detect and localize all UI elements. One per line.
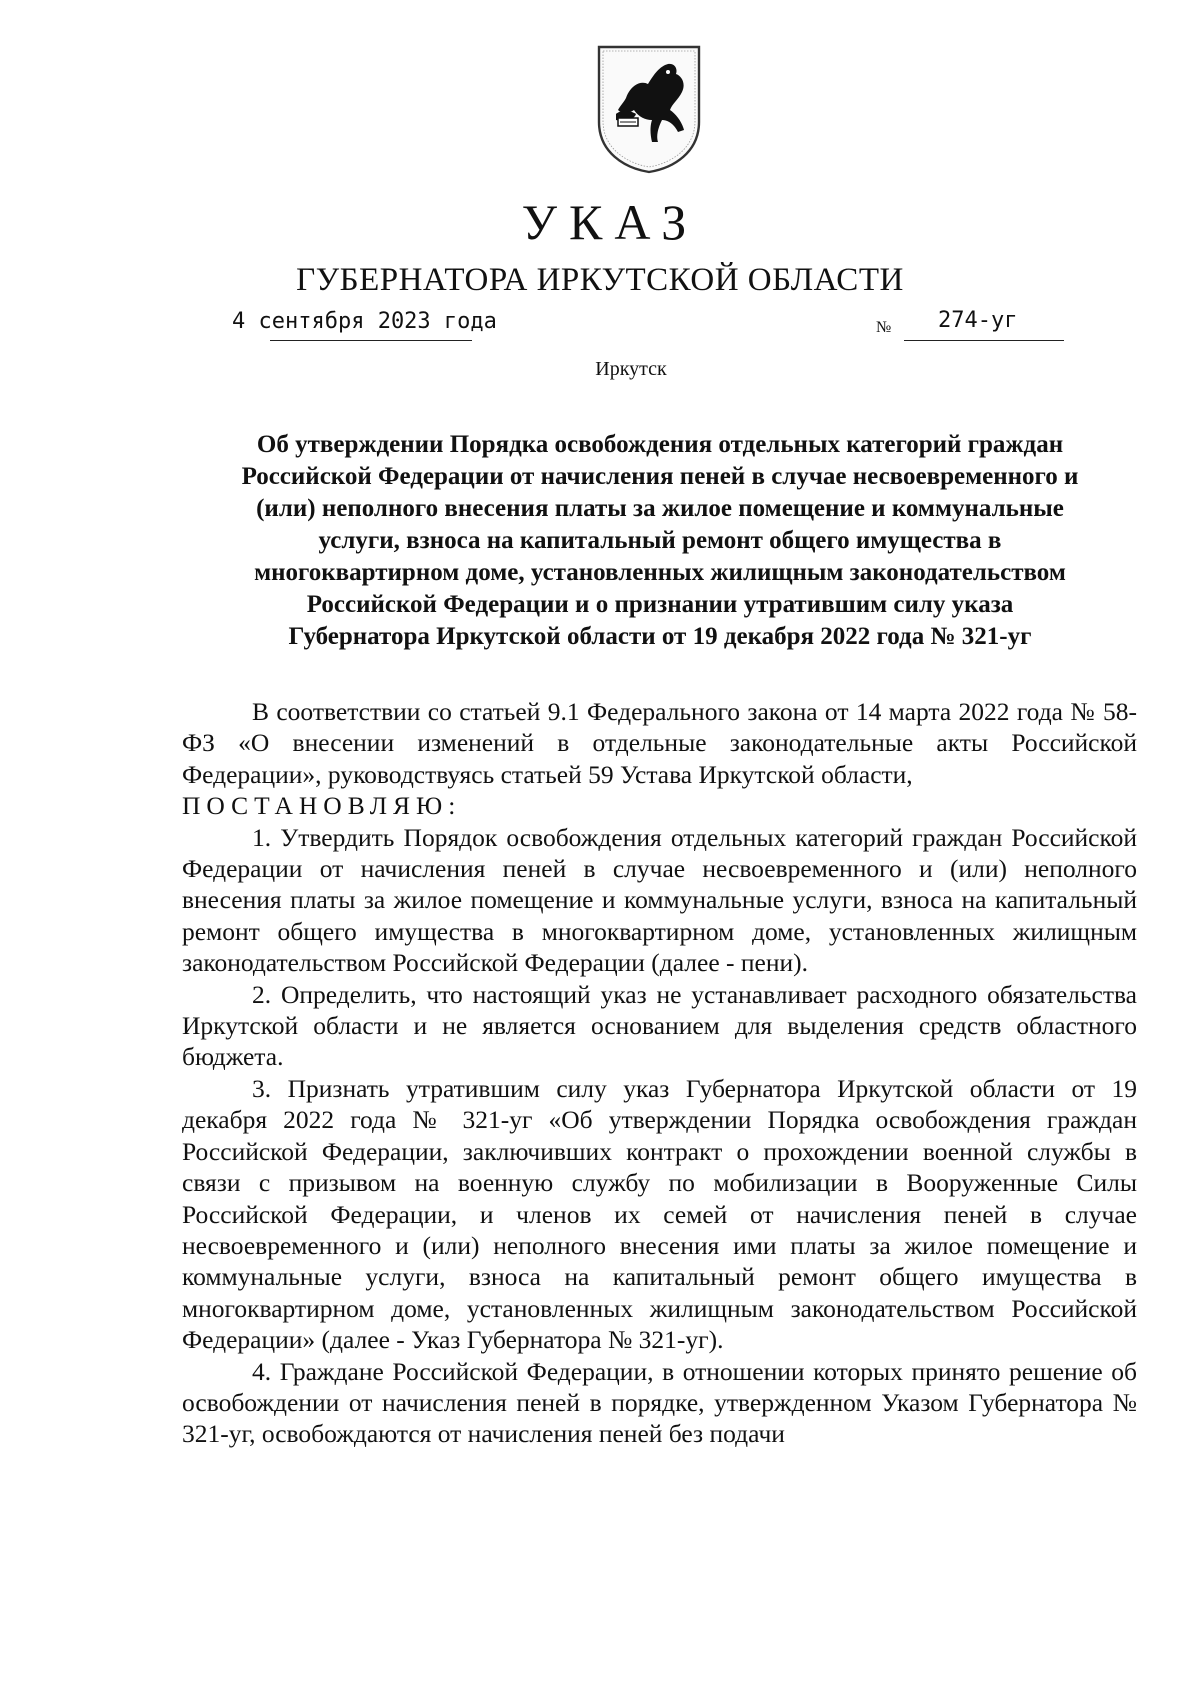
decree-item-2: 2. Определить, что настоящий указ не устанавливает расходного обязательства Иркутской области и не является основанием для выделения средств областного бюджета. [182, 979, 1137, 1072]
irkutsk-coat-of-arms-icon [596, 44, 702, 174]
decree-body [182, 696, 1137, 1450]
decree-number: 274-уг [938, 308, 1018, 333]
issuer-subtitle: ГУБЕРНАТОРА ИРКУТСКОЙ ОБЛАСТИ [296, 262, 904, 298]
document-title-line: Губернатора Иркутской области от 19 декабря 2022 года № 321-уг [288, 623, 1032, 650]
preamble-paragraph: В соответствии со статьей 9.1 Федерального закона от 14 марта 2022 года № 58-ФЗ «О внесении изменений в отдельные законодательные акты Российской Федерации», руководствуясь статьей 59 Устава Иркутской области, [182, 697, 1137, 789]
document-title-line: Российской Федерации от начисления пеней в случае несвоевременного и [241, 463, 1079, 490]
decree-word: ПОСТАНОВЛЯЮ: [182, 791, 462, 821]
number-sign: № [876, 319, 892, 336]
document-title [180, 429, 1140, 653]
number-underline [904, 340, 1064, 341]
document-title-line: Российской Федерации и о признании утратившим силу указа [306, 591, 1014, 618]
decree-date: 4 сентября 2023 года [232, 309, 497, 334]
decree-type-title: УКАЗ [521, 194, 699, 250]
date-underline [270, 340, 472, 341]
decree-item-3: 3. Признать утратившим силу указ Губернатора Иркутской области от 19 декабря 2022 года № 321-уг «Об утверждении Порядка освобождения граждан Российской Федерации, заключивших контракт о прохождении военной службы в связи с призывом на военную службу по мобилизации в Вооруженные Силы Российской Федерации, и членов их семей от начисления пеней в случае несвоевременного и (или) неполного внесения ими платы за жилое помещение и коммунальные услуги, взноса на капитальный ремонт общего имущества в многоквартирном доме, установленных жилищным законодательством Российской Федерации» (далее - Указ Губернатора № 321-уг). [182, 1073, 1137, 1355]
city-name: Иркутск [595, 358, 667, 380]
decree-item-1: 1. Утвердить Порядок освобождения отдельных категорий граждан Российской Федерации от начисления пеней в случае несвоевременного и (или) неполного внесения платы за жилое помещение и коммунальные услуги, взноса на капитальный ремонт общего имущества в многоквартирном доме, установленных жилищным законодательством Российской Федерации (далее - пени). [182, 822, 1137, 978]
document-title-line: (или) неполного внесения платы за жилое помещение и коммунальные [256, 495, 1064, 522]
document-title-line: услуги, взноса на капитальный ремонт общего имущества в [318, 527, 1002, 554]
decree-item-4: 4. Граждане Российской Федерации, в отношении которых принято решение об освобождении от начисления пеней в порядке, утвержденном Указом Губернатора № 321-уг, освобождаются от начисления пеней без подачи [182, 1356, 1137, 1449]
document-title-line: Об утверждении Порядка освобождения отдельных категорий граждан [256, 431, 1064, 458]
document-title-line: многоквартирном доме, установленных жилищным законодательством [254, 559, 1066, 586]
